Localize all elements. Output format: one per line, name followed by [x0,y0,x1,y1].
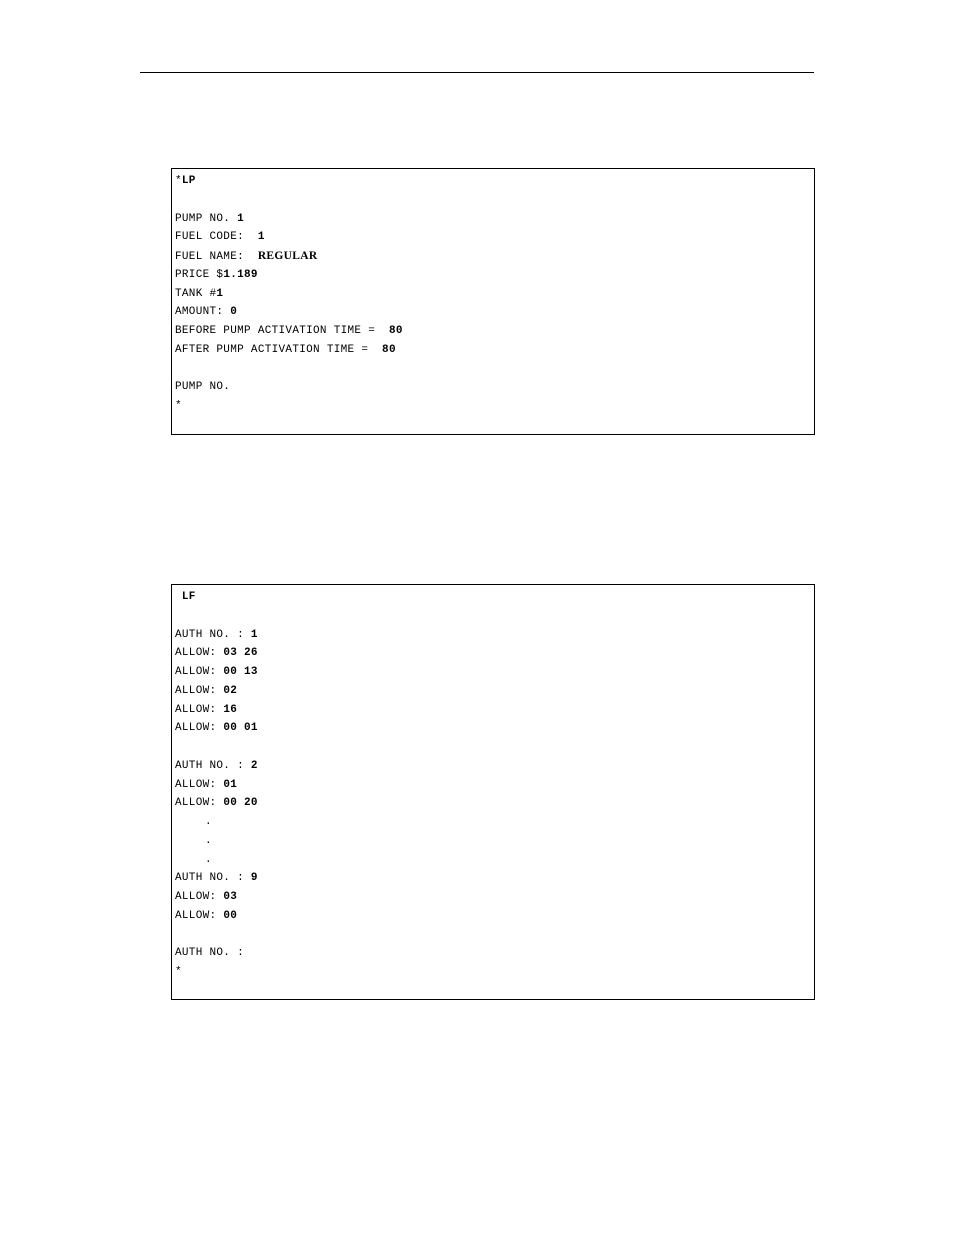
allow-label: ALLOW: [175,891,224,903]
prompt-line [175,963,811,982]
allow-line [175,701,811,720]
fuel-code-line [175,228,811,247]
blank-line [175,607,811,626]
amount-line [175,303,811,322]
before-activation-value: 80 [388,325,403,337]
auth-no-line [175,869,811,888]
auth-no-value: 1 [250,628,258,641]
pump-no-label: PUMP NO. [175,212,238,225]
tank-line [175,285,811,304]
auth-no-label: AUTH NO. : [175,759,251,772]
ellipsis-dot [175,813,811,832]
ellipsis-dot-text: . [205,834,212,847]
allow-line [175,682,811,701]
pump-no-value: 1 [237,212,245,225]
prompt-line [175,397,811,416]
auth-no-value: 9 [250,872,258,885]
before-activation-line [175,322,811,341]
auth-no-prompt: AUTH NO. : [175,947,245,960]
price-label: PRICE $ [175,268,224,281]
ellipsis-dot [175,851,811,870]
command-line [175,588,811,607]
allow-line [175,888,811,907]
allow-value: 00 [223,909,238,922]
amount-label: AMOUNT: [175,306,231,319]
allow-line [175,663,811,682]
allow-label: ALLOW: [175,647,224,660]
allow-line [175,907,811,926]
pump-no-prompt: PUMP NO. [175,381,231,394]
fuel-code-label: FUEL CODE: [175,231,258,244]
allow-value: 16 [223,703,238,716]
auth-no-value: 2 [250,759,258,772]
auth-no-label: AUTH NO. : [175,628,251,641]
command-text: LP [181,175,196,187]
ellipsis-dot [175,832,811,851]
price-value: 1.189 [223,268,258,281]
price-line [175,266,811,285]
allow-value: 03 26 [223,647,258,660]
allow-label: ALLOW: [175,666,224,678]
pump-no-line [175,210,811,229]
ellipsis-dot-text: . [205,853,212,866]
allow-line [175,719,811,738]
blank-line [175,926,811,945]
lf-terminal-screen [171,584,815,1000]
command-line [175,172,811,191]
amount-value: 0 [230,306,238,319]
after-activation-value: 80 [382,343,396,356]
fuel-name-label: FUEL NAME: [175,251,258,263]
auth-no-label: AUTH NO. : [175,872,251,885]
pump-no-prompt-line [175,378,811,397]
auth-no-line [175,626,811,645]
fuel-name-value: REGULAR [257,250,318,262]
before-activation-label: BEFORE PUMP ACTIVATION TIME = [175,325,389,337]
auth-no-prompt-line [175,944,811,963]
command-text: LF [181,591,196,603]
ellipsis-dot-text: . [205,816,212,828]
allow-label: ALLOW: [175,684,224,697]
allow-line [175,794,811,813]
allow-label: ALLOW: [175,778,224,791]
blank-line [175,191,811,210]
prompt-star: * [175,175,182,187]
tank-value: 1 [216,287,224,300]
allow-label: ALLOW: [175,909,224,922]
allow-line [175,776,811,795]
after-activation-line [175,341,811,360]
allow-label: ALLOW: [175,722,224,735]
allow-label: ALLOW: [175,797,224,810]
prompt-star: * [175,966,182,978]
blank-line [175,360,811,379]
fuel-code-value: 1 [257,231,265,244]
lf-screen-content [175,588,811,982]
lp-terminal-screen [171,168,815,435]
prompt-star: * [175,400,182,412]
auth-no-line [175,757,811,776]
allow-value: 00 20 [223,797,258,810]
fuel-name-line [175,247,811,266]
allow-value: 01 [223,778,238,791]
lp-screen-content [175,172,811,416]
allow-line [175,644,811,663]
allow-value: 00 13 [223,666,258,678]
allow-label: ALLOW: [175,703,224,716]
allow-value: 00 01 [223,722,258,735]
after-activation-label: AFTER PUMP ACTIVATION TIME = [175,343,383,356]
allow-value: 02 [223,684,238,697]
allow-value: 03 [223,891,238,903]
header-rule [140,72,814,73]
blank-line [175,738,811,757]
tank-label: TANK # [175,287,217,300]
